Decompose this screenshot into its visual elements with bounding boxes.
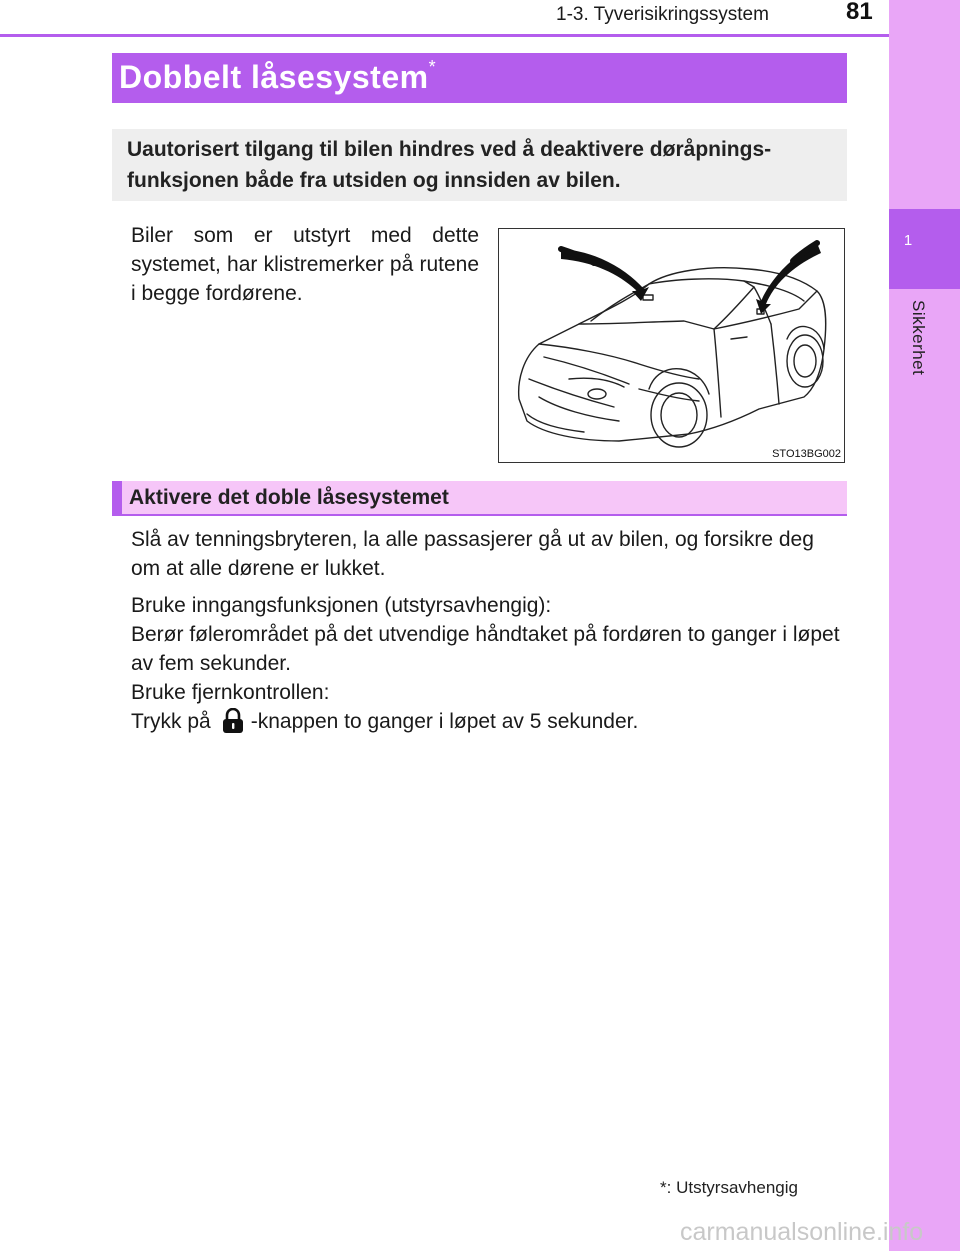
- title-marker: *: [428, 57, 437, 77]
- lock-icon: [221, 708, 245, 734]
- body-paragraph: Biler som er utstyrt med dette systemet, har klistremerker på rutene i begge fordørene.: [131, 224, 479, 305]
- step-shutdown: Slå av tenningsbryteren, la alle passasjerer gå ut av bilen, og forsikre deg om at alle dørene er lukket.: [131, 528, 814, 580]
- steps-block: [131, 525, 846, 736]
- watermark: carmanualsonline.info: [680, 1218, 924, 1246]
- section-reference: 1-3. Tyverisikringssystem: [556, 4, 769, 25]
- chapter-sidebar: [889, 0, 960, 1251]
- entry-text: Berør følerområdet på det utvendige håndtaket på fordøren to ganger i løpet av fem sekunder.: [131, 623, 840, 675]
- car-illustration: [498, 228, 845, 463]
- entry-heading: Bruke inngangsfunksjonen (utstyrsavhengig):: [131, 594, 552, 617]
- page-title: [119, 59, 436, 96]
- subsection-bar: [112, 481, 847, 516]
- footnote-marker: *: [660, 1178, 667, 1197]
- chapter-label: Sikkerhet: [909, 300, 928, 376]
- page-title-text: Dobbelt låsesystem: [119, 59, 429, 95]
- figure-code: STO13BG002: [772, 448, 841, 460]
- car-with-arrows-icon: [499, 229, 844, 462]
- chapter-tab[interactable]: [889, 209, 960, 289]
- remote-heading: Bruke fjernkontrollen:: [131, 681, 330, 704]
- header-rule: [0, 34, 889, 37]
- subsection-title: Aktivere det doble låsesystemet: [129, 486, 449, 509]
- title-bar: [112, 53, 847, 103]
- intro-text: Uautorisert tilgang til bilen hindres ved å deaktivere døråpnings-funksjonen både fra utsiden og innsiden av bilen.: [127, 138, 772, 192]
- remote-suffix: -knappen to ganger i løpet av 5 sekunder.: [250, 710, 639, 733]
- page-number: 81: [846, 0, 873, 25]
- intro-box: [112, 129, 847, 201]
- footnote-text: : Utstyrsavhengig: [666, 1178, 798, 1197]
- remote-instruction: [131, 707, 846, 736]
- chapter-number: 1: [903, 232, 913, 249]
- remote-prefix: Trykk på: [131, 710, 211, 733]
- footnote: [660, 1178, 798, 1198]
